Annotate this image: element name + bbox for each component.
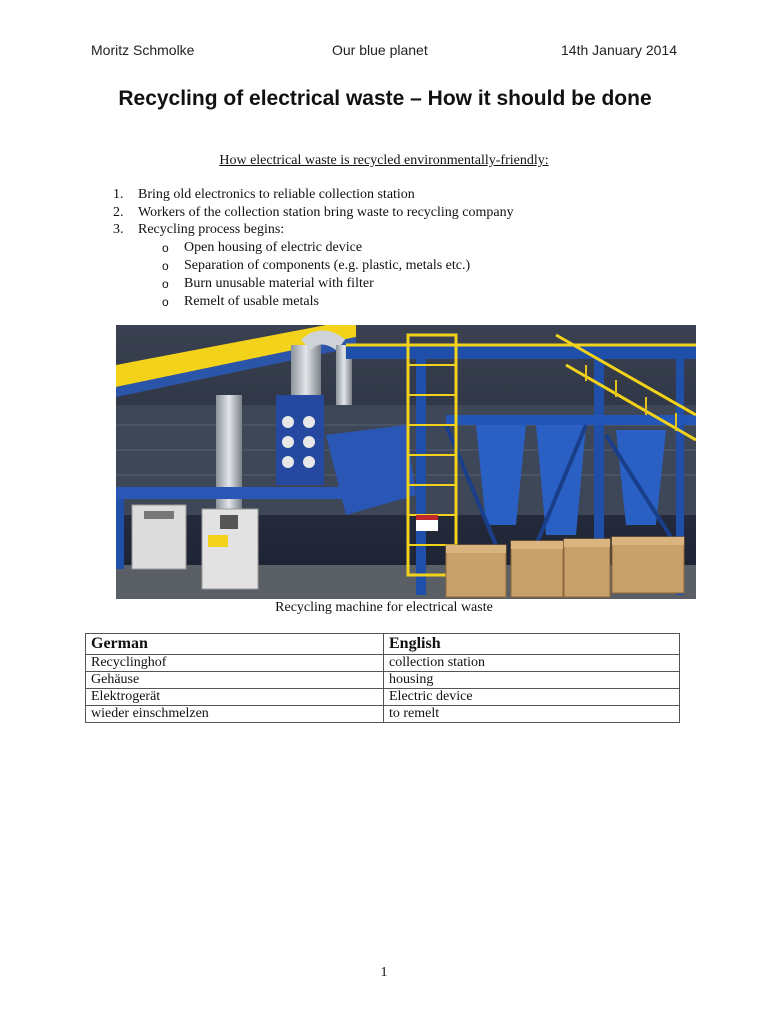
- sublist-item: [138, 257, 514, 275]
- table-cell: Gehäuse: [86, 672, 384, 689]
- substeps-list: [138, 239, 514, 312]
- header-subject: Our blue planet: [332, 42, 428, 58]
- column-header-english: English: [384, 634, 680, 655]
- sublist-item: [138, 275, 514, 293]
- vocabulary-table: [85, 633, 680, 723]
- list-item-text: Workers of the collection station bring waste to recycling company: [138, 204, 514, 220]
- sublist-item-text: Remelt of usable metals: [184, 294, 319, 310]
- document-title: Recycling of electrical waste – How it should be done: [118, 87, 652, 110]
- table-cell: collection station: [384, 655, 680, 672]
- recycling-machine-photo: [116, 325, 696, 599]
- table-cell: Elektrogerät: [86, 689, 384, 706]
- page-number: 1: [380, 965, 388, 980]
- bullet-icon: o: [162, 240, 169, 255]
- column-header-german: German: [86, 634, 384, 655]
- table-cell: Recyclinghof: [86, 655, 384, 672]
- table-row: [86, 655, 680, 672]
- sublist-item-text: Separation of components (e.g. plastic, metals etc.): [184, 257, 471, 273]
- table-row: [86, 672, 680, 689]
- header-date: 14th January 2014: [561, 42, 677, 58]
- sublist-item-text: Burn unusable material with filter: [184, 275, 374, 291]
- sublist-item: [138, 239, 514, 257]
- list-number: 1.: [113, 187, 124, 202]
- list-item: [113, 204, 514, 222]
- table-row: [86, 689, 680, 706]
- steps-list: [113, 186, 514, 311]
- list-item-text: Recycling process begins:: [138, 222, 285, 237]
- sublist-item: [138, 293, 514, 311]
- table-header-row: [86, 634, 680, 655]
- list-number: 2.: [113, 204, 124, 220]
- list-item: [113, 186, 514, 204]
- bullet-icon: o: [162, 258, 169, 273]
- table-cell: to remelt: [384, 706, 680, 723]
- table-cell: Electric device: [384, 689, 680, 706]
- list-number: 3.: [113, 222, 124, 237]
- bullet-icon: o: [162, 295, 169, 310]
- figure-caption: Recycling machine for electrical waste: [275, 600, 493, 615]
- table-cell: wieder einschmelzen: [86, 706, 384, 723]
- header-author: Moritz Schmolke: [91, 42, 195, 58]
- page-header: [91, 42, 677, 58]
- sublist-item-text: Open housing of electric device: [184, 239, 363, 255]
- table-row: [86, 706, 680, 723]
- section-subtitle: How electrical waste is recycled environmentally-friendly:: [219, 153, 549, 168]
- list-item: [113, 221, 514, 311]
- bullet-icon: o: [162, 276, 169, 291]
- table-cell: housing: [384, 672, 680, 689]
- list-item-text: Bring old electronics to reliable collection station: [138, 187, 415, 202]
